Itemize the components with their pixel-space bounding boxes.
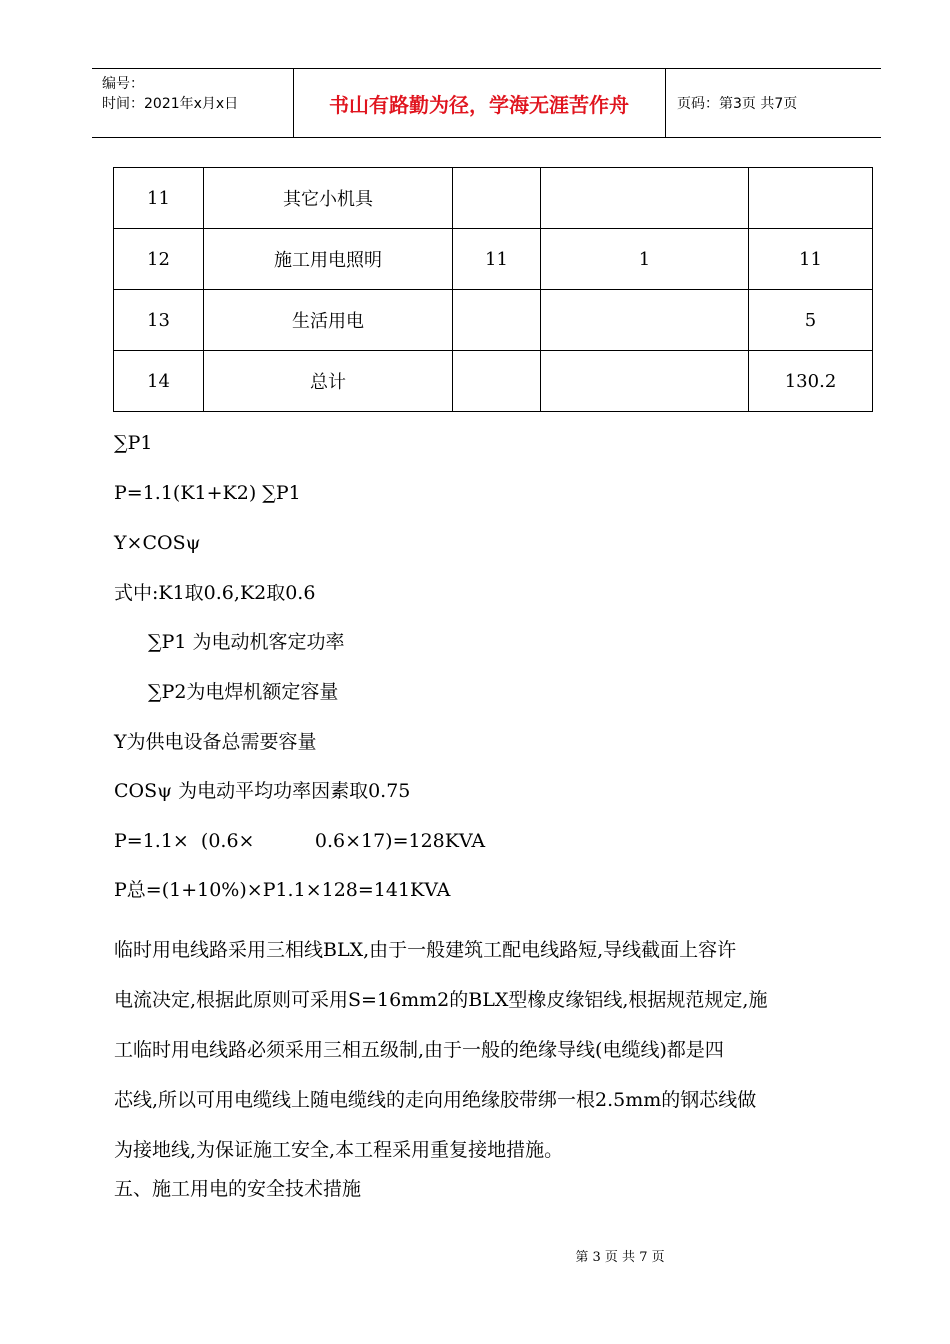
paragraph-line: 为接地线,为保证施工安全,本工程采用重复接地措施。: [114, 1139, 564, 1161]
formula-note: ∑P2为电焊机额定容量: [148, 681, 339, 703]
table-cell: [541, 168, 749, 229]
table-cell: 1: [541, 229, 749, 290]
table-cell: [453, 351, 541, 412]
section-heading: 五、施工用电的安全技术措施: [114, 1178, 362, 1200]
header-meta: [102, 74, 238, 114]
formula-line: P=1.1(K1+K2) ∑P1: [114, 482, 301, 504]
table-row: [114, 351, 873, 412]
table-cell: [453, 290, 541, 351]
formula-note: 式中:K1取0.6,K2取0.6: [114, 582, 316, 604]
formula-line: P=1.1× (0.6× 0.6×17)=128KVA: [114, 830, 486, 852]
formula-note: ∑P1 为电动机客定功率: [148, 631, 345, 653]
table-cell: [453, 168, 541, 229]
table-cell: 12: [114, 229, 204, 290]
paragraph-line: 芯线,所以可用电缆线上随电缆线的走向用绝缘胶带绑一根2.5mm的钢芯线做: [114, 1089, 757, 1111]
table-row: [114, 168, 873, 229]
paragraph-line: 临时用电线路采用三相线BLX,由于一般建筑工配电线路短,导线截面上容许: [114, 939, 737, 961]
table-cell: 施工用电照明: [204, 229, 453, 290]
table-cell: 130.2: [749, 351, 873, 412]
table-row: [114, 229, 873, 290]
table-cell: [541, 290, 749, 351]
table-cell: 13: [114, 290, 204, 351]
table-cell: 11: [453, 229, 541, 290]
formula-note: Y为供电设备总需要容量: [114, 731, 317, 753]
paragraph-line: 电流决定,根据此原则可采用S=16mm2的BLX型橡皮缘铝线,根据规范规定,施: [114, 989, 768, 1011]
table-cell: 5: [749, 290, 873, 351]
body-paragraph: [114, 925, 860, 1175]
table-cell: 总计: [204, 351, 453, 412]
formula-line: ∑P1: [114, 432, 153, 454]
formula-line: Y×COSψ: [114, 532, 201, 554]
power-load-table: [113, 167, 873, 412]
time-label: 时间：2021年x月x日: [102, 96, 239, 112]
serial-label: 编号：: [102, 76, 144, 92]
table-cell: [541, 351, 749, 412]
header-page-info: 页码：第3页 共7页: [677, 96, 798, 112]
header-motto: 书山有路勤为径，学海无涯苦作舟: [329, 92, 629, 117]
table-cell: 14: [114, 351, 204, 412]
paragraph-line: 工临时用电线路必须采用三相五级制,由于一般的绝缘导线(电缆线)都是四: [114, 1039, 724, 1061]
header-divider: [665, 69, 666, 137]
table-cell: 其它小机具: [204, 168, 453, 229]
page-header: [92, 68, 881, 138]
table-cell: [749, 168, 873, 229]
table-row: [114, 290, 873, 351]
formula-line: P总=(1+10%)×P1.1×128=141KVA: [114, 879, 451, 901]
table-cell: 11: [114, 168, 204, 229]
formula-note: COSψ 为电动平均功率因素取0.75: [114, 780, 411, 802]
page-footer: 第 3 页 共 7 页: [575, 1250, 665, 1265]
table-cell: 11: [749, 229, 873, 290]
table-cell: 生活用电: [204, 290, 453, 351]
